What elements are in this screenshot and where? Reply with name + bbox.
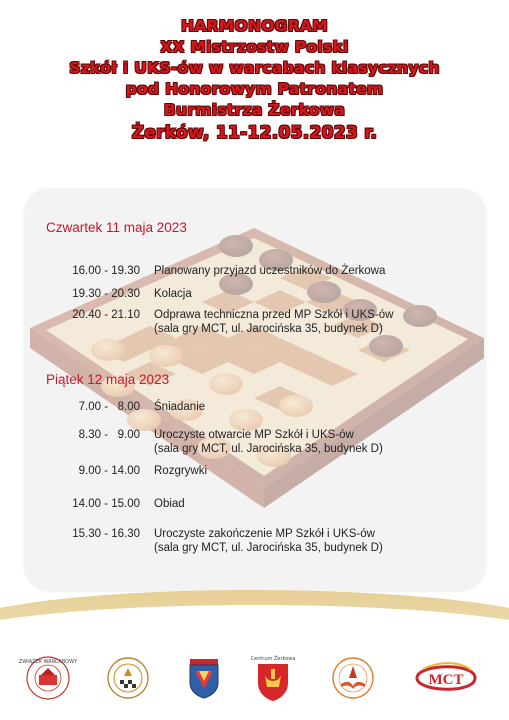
schedule-desc bbox=[154, 527, 474, 555]
schedule-desc: Kolacja bbox=[154, 288, 192, 300]
schedule-header bbox=[0, 16, 509, 145]
centrum-zerkowa-logo bbox=[250, 652, 296, 704]
schedule-time: 20.40 - 21.10 bbox=[72, 309, 140, 321]
header-championship: XX Mistrzostw Polski bbox=[160, 38, 349, 56]
sponsor-logos bbox=[0, 652, 509, 712]
schedule-time: 9.00 - 14.00 bbox=[78, 465, 140, 477]
day-heading-friday: Piątek 12 maja 2023 bbox=[46, 372, 170, 387]
zwiazek-warcabowy-logo bbox=[18, 652, 78, 704]
schedule-desc-line1: Odprawa techniczna przed MP Szkół i UKS-ów bbox=[154, 309, 394, 321]
header-place-date: Żerków, 11-12.05.2023 r. bbox=[131, 123, 378, 143]
header-title: HARMONOGRAM bbox=[180, 17, 329, 35]
schedule-desc: Planowany przyjazd uczestników do Żerkowa bbox=[154, 265, 386, 277]
schedule-desc-line2: (sala gry MCT, ul. Jarocińska 35, budynek D) bbox=[154, 443, 383, 455]
schedule-desc bbox=[154, 308, 474, 336]
schedule-time: 14.00 - 15.00 bbox=[72, 498, 140, 510]
schedule-time: 19.30 - 20.30 bbox=[72, 288, 140, 300]
schedule-desc bbox=[154, 428, 474, 456]
centrum-logo-text: Centrum Żerkowa bbox=[250, 656, 296, 662]
schedule-desc-line1: Uroczyste otwarcie MP Szkół i UKS-ów bbox=[154, 429, 354, 441]
mct-logo-text: MCT bbox=[428, 672, 464, 688]
schedule-desc: Śniadanie bbox=[154, 401, 206, 413]
schedule-time: 16.00 - 19.30 bbox=[72, 265, 140, 277]
day-heading-thursday: Czwartek 11 maja 2023 bbox=[46, 220, 187, 235]
coat-of-arms-logo-1 bbox=[184, 652, 224, 704]
header-patronage: pod Honorowym Patronatem bbox=[125, 80, 384, 98]
schedule-desc: Obiad bbox=[154, 498, 185, 510]
schedule-desc: Rozgrywki bbox=[154, 465, 208, 477]
schedule-desc-line2: (sala gry MCT, ul. Jarocińska 35, budynek D) bbox=[154, 542, 383, 554]
header-category: Szkół i UKS-ów w warcabach klasycznych bbox=[69, 59, 440, 77]
school-logo bbox=[330, 652, 376, 704]
schedule-time: 15.30 - 16.30 bbox=[72, 528, 140, 540]
mct-logo bbox=[410, 652, 482, 704]
schedule-time: 8.30 - 9.00 bbox=[78, 429, 140, 441]
zwiazek-logo-text: ZWIĄZEK WARCABOWY bbox=[18, 659, 78, 665]
schedule-desc-line2: (sala gry MCT, ul. Jarocińska 35, budynek D) bbox=[154, 323, 383, 335]
schedule-desc-line1: Uroczyste zakończenie MP Szkół i UKS-ów bbox=[154, 528, 375, 540]
schedule-time: 7.00 - 8.00 bbox=[78, 401, 140, 413]
header-patron: Burmistrza Żerkowa bbox=[163, 101, 346, 119]
chess-club-logo bbox=[104, 652, 152, 704]
